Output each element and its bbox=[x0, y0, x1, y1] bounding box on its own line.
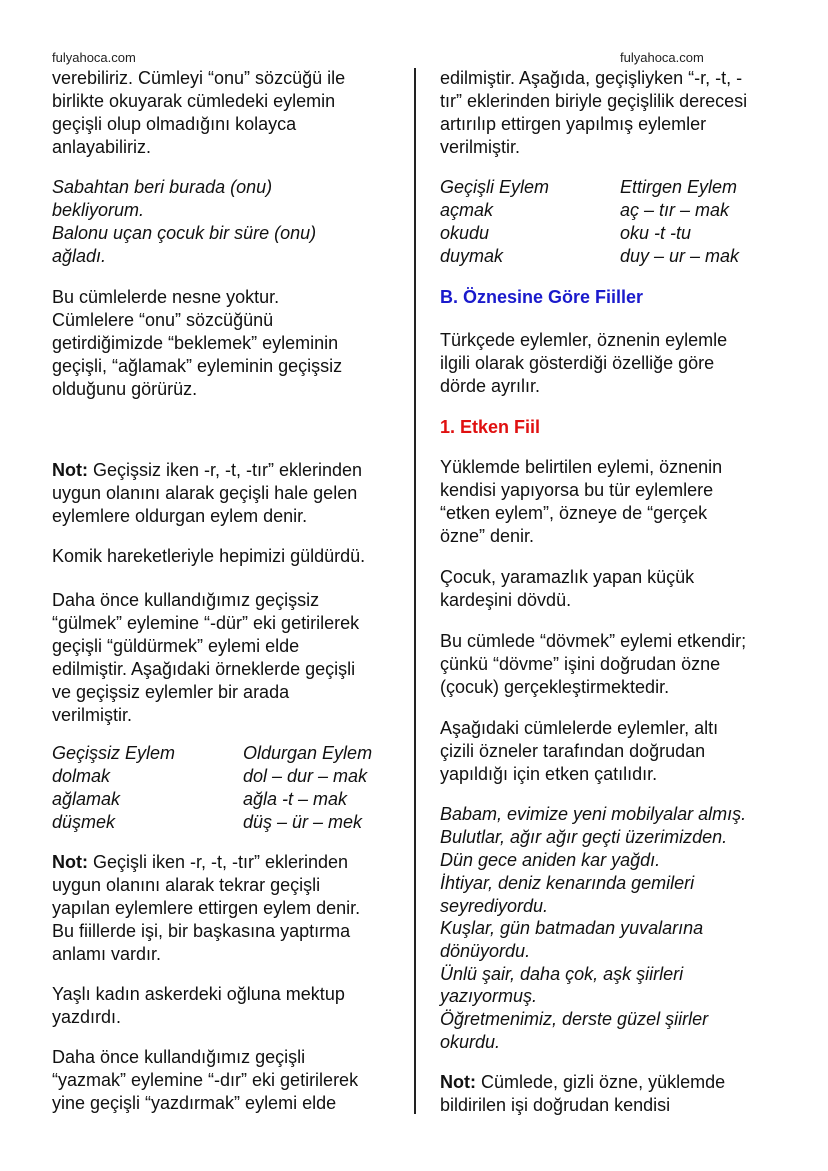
table-cell: duymak bbox=[440, 246, 504, 266]
text-line bbox=[440, 113, 706, 135]
note-label: Not: bbox=[52, 852, 88, 872]
text-line bbox=[52, 658, 355, 680]
line-text: 1. Etken Fiil bbox=[440, 417, 541, 437]
text-line bbox=[52, 874, 320, 896]
line-text: Yaşlı kadın askerdeki oğluna mektup bbox=[52, 984, 345, 1004]
table-cell: oku -t -tu bbox=[620, 223, 692, 243]
line-text: eylemlere oldurgan eylem denir. bbox=[52, 506, 308, 526]
line-text: “yazmak” eylemine “-dır” eki getirilerek bbox=[52, 1070, 359, 1090]
text-line bbox=[440, 630, 746, 652]
text-line bbox=[440, 1031, 500, 1053]
text-line bbox=[52, 920, 350, 942]
table-cell: dol – dur – mak bbox=[243, 766, 368, 786]
line-text: Sabahtan beri burada (onu) bbox=[52, 177, 273, 197]
text-line bbox=[52, 704, 132, 726]
text-line bbox=[440, 653, 720, 675]
line-text: anlamı vardır. bbox=[52, 944, 162, 964]
line-text: kendisi yapıyorsa bu tür eylemlere bbox=[440, 480, 714, 500]
text-line bbox=[440, 479, 713, 501]
line-text: tır” eklerinden biriyle geçişlilik derecesi bbox=[440, 91, 748, 111]
line-text: Cümlelere “onu” sözcüğünü bbox=[52, 310, 274, 330]
line-text: Bu cümlede “dövmek” eylemi etkendir; bbox=[440, 631, 747, 651]
line-text: seyrediyordu. bbox=[440, 896, 549, 916]
note-label: Not: bbox=[52, 460, 88, 480]
site-name-right: fulyahoca.com bbox=[620, 50, 704, 65]
site-name-left: fulyahoca.com bbox=[52, 50, 136, 65]
table-cell: düşmek bbox=[52, 812, 116, 832]
text-line bbox=[52, 589, 319, 611]
text-line bbox=[52, 332, 338, 354]
line-text: yapıldığı için etken çatılıdır. bbox=[440, 764, 658, 784]
table-cell: aç – tır – mak bbox=[620, 200, 730, 220]
text-line bbox=[52, 309, 273, 331]
line-text: geçişli “güldürmek” eylemi elde bbox=[52, 636, 300, 656]
text-line bbox=[440, 352, 714, 374]
column-divider bbox=[414, 68, 416, 1114]
text-line bbox=[52, 199, 144, 221]
line-text: (çocuk) gerçekleştirmektedir. bbox=[440, 677, 670, 697]
text-line bbox=[440, 895, 548, 917]
text-line bbox=[440, 329, 727, 351]
text-line bbox=[440, 940, 530, 962]
line-text: Babam, evimize yeni mobilyalar almış. bbox=[440, 804, 747, 824]
table-cell: Geçişsiz Eylem bbox=[52, 743, 176, 763]
line-text: verilmiştir. bbox=[440, 137, 520, 157]
line-text: okurdu. bbox=[440, 1032, 501, 1052]
text-line bbox=[440, 1094, 670, 1116]
text-line bbox=[52, 113, 296, 135]
line-text: Balonu uçan çocuk bir süre (onu) bbox=[52, 223, 317, 243]
line-text: birlikte okuyarak cümledeki eylemin bbox=[52, 91, 336, 111]
text-line bbox=[440, 740, 705, 762]
text-line bbox=[52, 612, 359, 634]
line-text: Geçişsiz iken -r, -t, -tır” eklerinden bbox=[87, 460, 363, 480]
line-text: artırılıp ettirgen yapılmış eylemler bbox=[440, 114, 707, 134]
line-text: ilgili olarak gösterdiği özelliğe göre bbox=[440, 353, 715, 373]
table-row bbox=[52, 765, 368, 787]
text-line bbox=[440, 985, 537, 1007]
text-line bbox=[440, 456, 722, 478]
text-line bbox=[52, 378, 197, 400]
line-text: geçişli olup olmadığını kolayca bbox=[52, 114, 297, 134]
line-text: Bu cümlelerde nesne yoktur. bbox=[52, 287, 280, 307]
text-line bbox=[440, 136, 520, 158]
line-text: B. Öznesine Göre Fiiller bbox=[440, 287, 644, 307]
text-line bbox=[440, 849, 660, 871]
text-line bbox=[440, 525, 534, 547]
text-line bbox=[440, 917, 703, 939]
table-row bbox=[52, 742, 373, 764]
text-line bbox=[440, 566, 694, 588]
line-text: edilmiştir. Aşağıda, geçişliyken “-r, -t, - bbox=[440, 68, 743, 88]
line-text: çizili özneler tarafından doğrudan bbox=[440, 741, 706, 761]
text-line bbox=[52, 176, 272, 198]
table-cell: açmak bbox=[440, 200, 494, 220]
line-text: verilmiştir. bbox=[52, 705, 132, 725]
line-text: Aşağıdaki cümlelerde eylemler, altı bbox=[440, 718, 719, 738]
text-line bbox=[52, 355, 342, 377]
text-line bbox=[52, 943, 161, 965]
table-cell: duy – ur – mak bbox=[620, 246, 740, 266]
table-cell: Ettirgen Eylem bbox=[620, 177, 738, 197]
text-line bbox=[440, 763, 657, 785]
line-text: Komik hareketleriyle hepimizi güldürdü. bbox=[52, 546, 366, 566]
line-text: “etken eylem”, özneye de “gerçek bbox=[440, 503, 708, 523]
text-line bbox=[440, 803, 746, 825]
line-text: “gülmek” eylemine “-dür” eki getirilerek bbox=[52, 613, 360, 633]
line-text: yapılan eylemlere ettirgen eylem denir. bbox=[52, 898, 361, 918]
line-text: İhtiyar, deniz kenarında gemileri bbox=[440, 873, 695, 893]
table-row bbox=[440, 245, 740, 267]
line-text: Bu fiillerde işi, bir başkasına yaptırma bbox=[52, 921, 351, 941]
note-label: Not: bbox=[440, 1072, 476, 1092]
line-text: dönüyordu. bbox=[440, 941, 531, 961]
line-text: yazıyormuş. bbox=[440, 986, 538, 1006]
section-heading bbox=[440, 416, 540, 438]
line-text: bekliyorum. bbox=[52, 200, 145, 220]
text-line bbox=[440, 375, 540, 397]
table-cell: ağla -t – mak bbox=[243, 789, 348, 809]
table-row bbox=[440, 222, 692, 244]
line-text: anlayabiliriz. bbox=[52, 137, 152, 157]
text-line bbox=[52, 505, 307, 527]
text-line bbox=[52, 136, 151, 158]
text-line bbox=[440, 872, 694, 894]
line-text: Daha önce kullandığımız geçişli bbox=[52, 1047, 306, 1067]
line-text: Yüklemde belirtilen eylemi, öznenin bbox=[440, 457, 723, 477]
line-text: getirdiğimizde “beklemek” eyleminin bbox=[52, 333, 339, 353]
table-row bbox=[52, 811, 363, 833]
line-text: Bulutlar, ağır ağır geçti üzerimizden. bbox=[440, 827, 728, 847]
text-line bbox=[440, 1071, 725, 1093]
line-text: Öğretmenimiz, derste güzel şiirler bbox=[440, 1009, 709, 1029]
text-line bbox=[52, 851, 348, 873]
table-cell: Geçişli Eylem bbox=[440, 177, 550, 197]
text-line bbox=[52, 245, 106, 267]
text-line bbox=[52, 1046, 305, 1068]
table-cell: Oldurgan Eylem bbox=[243, 743, 373, 763]
text-line bbox=[52, 635, 299, 657]
text-line bbox=[52, 1069, 358, 1091]
text-line bbox=[52, 90, 335, 112]
text-line bbox=[440, 717, 718, 739]
line-text: ağladı. bbox=[52, 246, 107, 266]
table-row bbox=[440, 176, 738, 198]
text-line bbox=[52, 983, 345, 1005]
line-text: yine geçişli “yazdırmak” eylemi elde bbox=[52, 1093, 337, 1113]
line-text: olduğunu görürüz. bbox=[52, 379, 198, 399]
line-text: dörde ayrılır. bbox=[440, 376, 541, 396]
line-text: ve geçişsiz eylemler bir arada bbox=[52, 682, 290, 702]
line-text: özne” denir. bbox=[440, 526, 535, 546]
line-text: geçişli, “ağlamak” eyleminin geçişsiz bbox=[52, 356, 343, 376]
text-line bbox=[52, 897, 360, 919]
text-line bbox=[440, 676, 669, 698]
table-cell: düş – ür – mek bbox=[243, 812, 363, 832]
text-line bbox=[52, 222, 316, 244]
text-line bbox=[52, 545, 365, 567]
line-text: Geçişli iken -r, -t, -tır” eklerinden bbox=[87, 852, 349, 872]
line-text: uygun olanını alarak tekrar geçişli bbox=[52, 875, 321, 895]
text-line bbox=[440, 963, 683, 985]
line-text: verebiliriz. Cümleyi “onu” sözcüğü ile bbox=[52, 68, 346, 88]
text-line bbox=[440, 1008, 708, 1030]
table-cell: dolmak bbox=[52, 766, 111, 786]
text-line bbox=[52, 681, 289, 703]
line-text: Cümlede, gizli özne, yüklemde bbox=[475, 1072, 726, 1092]
section-heading bbox=[440, 286, 643, 308]
table-row bbox=[440, 199, 730, 221]
line-text: yazdırdı. bbox=[52, 1007, 122, 1027]
line-text: Dün gece aniden kar yağdı. bbox=[440, 850, 661, 870]
line-text: Kuşlar, gün batmadan yuvalarına bbox=[440, 918, 704, 938]
text-line bbox=[52, 1006, 121, 1028]
line-text: Ünlü şair, daha çok, aşk şiirleri bbox=[440, 964, 684, 984]
line-text: çünkü “dövme” işini doğrudan özne bbox=[440, 654, 721, 674]
line-text: Türkçede eylemler, öznenin eylemle bbox=[440, 330, 728, 350]
text-line bbox=[440, 67, 742, 89]
line-text: uygun olanını alarak geçişli hale gelen bbox=[52, 483, 358, 503]
line-text: edilmiştir. Aşağıdaki örneklerde geçişli bbox=[52, 659, 356, 679]
text-line bbox=[52, 1092, 336, 1114]
text-line bbox=[440, 502, 707, 524]
table-cell: ağlamak bbox=[52, 789, 121, 809]
text-line bbox=[52, 482, 357, 504]
text-line bbox=[52, 459, 362, 481]
line-text: kardeşini dövdü. bbox=[440, 590, 572, 610]
line-text: Çocuk, yaramazlık yapan küçük bbox=[440, 567, 695, 587]
line-text: Daha önce kullandığımız geçişsiz bbox=[52, 590, 320, 610]
text-line bbox=[52, 286, 279, 308]
table-cell: okudu bbox=[440, 223, 490, 243]
text-line bbox=[440, 90, 747, 112]
table-row bbox=[52, 788, 348, 810]
text-line bbox=[440, 826, 727, 848]
text-line bbox=[52, 67, 345, 89]
text-line bbox=[440, 589, 571, 611]
line-text: bildirilen işi doğrudan kendisi bbox=[440, 1095, 671, 1115]
